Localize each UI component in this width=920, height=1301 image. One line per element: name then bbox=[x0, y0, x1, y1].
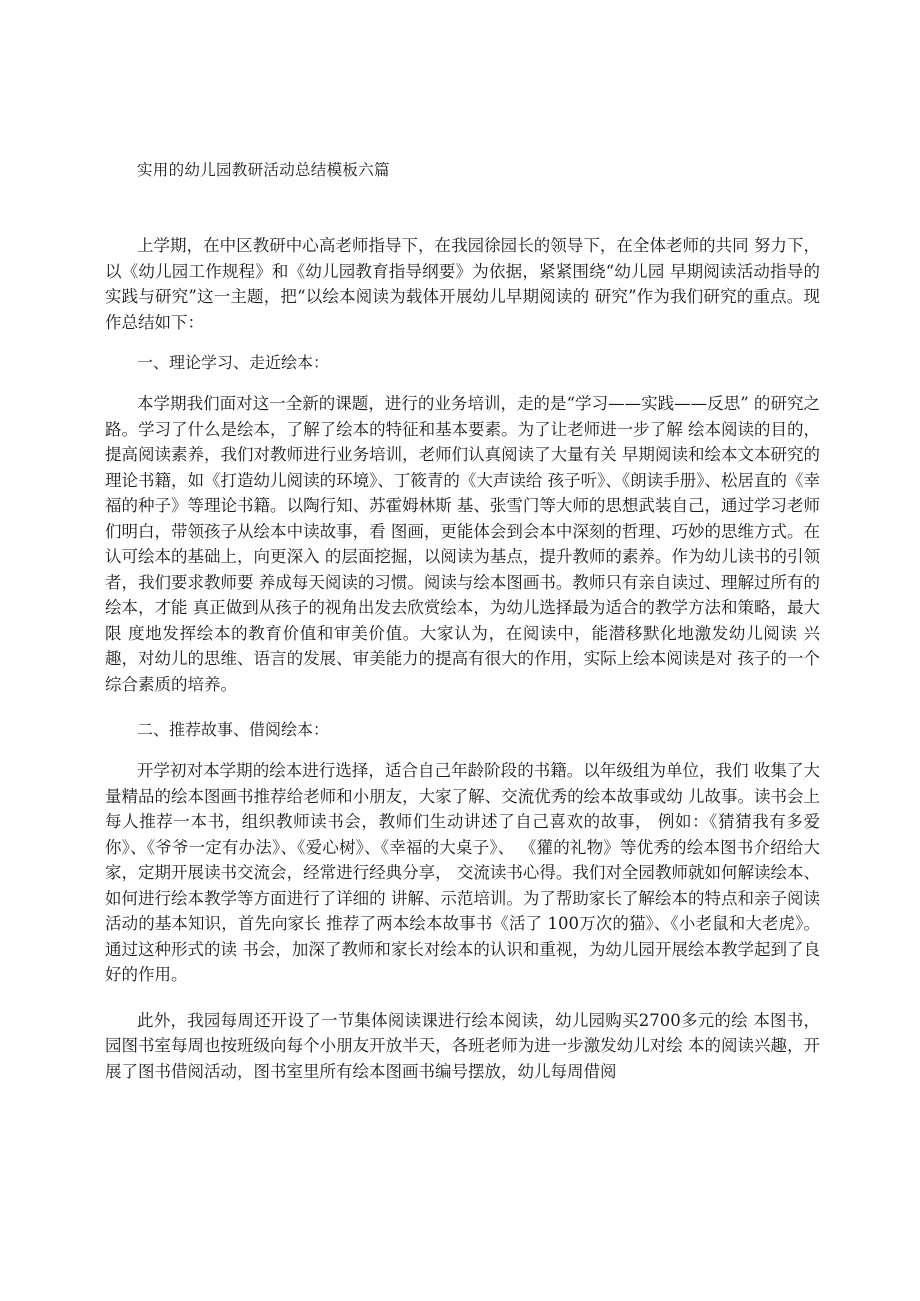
section-1-paragraph-1: 本学期我们面对这一全新的课题，进行的业务培训，走的是“学习——实践——反思” 的研究之路。学习了什么是绘本，了解了绘本的特征和基本要素。为了让老师进一步了解 绘本阅读的目的，提高阅读素养，我们对教师进行业务培训，老师们认真阅读了大量有关 早期阅读和绘本文本研究的理论书籍，如《打造幼儿阅读的环境》、丁筱青的《大声读给 孩子听》、《朗读手册》、松居直的《幸福的种子》等理论书籍。以陶行知、苏霍姆林斯 基、张雪门等大师的思想武装自己，通过学习老师们明白，带领孩子从绘本中读故事，看 图画，更能体会到会本中深刻的哲理、巧妙的思维方式。在认可绘本的基础上，向更深入 的层面挖掘，以阅读为基点，提升教师的素养。作为幼儿读书的引领者，我们要求教师要 养成每天阅读的习惯。阅读与绘本图画书。教师只有亲自读过、理解过所有的绘本，才能 真正做到从孩子的视角出发去欣赏绘本，为幼儿选择最为适合的教学方法和策略，最大限 度地发挥绘本的教育价值和审美价值。大家认为，在阅读中，能潜移默化地激发幼儿阅读 兴趣，对幼儿的思维、语言的发展、审美能力的提高有很大的作用，实际上绘本阅读是对 孩子的一个综合素质的培养。 bbox=[105, 394, 820, 694]
document-title: 实用的幼儿园教研活动总结模板六篇 bbox=[137, 161, 390, 179]
section-2-paragraph-1: 开学初对本学期的绘本进行选择，适合自己年龄阶段的书籍。以年级组为单位，我们 收集了大量精品的绘本图画书推荐给老师和小朋友，大家了解、交流优秀的绘本故事或幼 儿故事。读书会上每人推荐一本书，组织教师读书会，教师们生动讲述了自己喜欢的故事， 例如：《猜猜我有多爱你》、《爷爷一定有办法》、《爱心树》、《幸福的大桌子》、 《獾的礼物》等优秀的绘本图书介绍给大家，定期开展读书交流会，经常进行经典分享， 交流读书心得。我们对全园教师就如何解读绘本、如何进行绘本教学等方面进行了详细的 讲解、示范培训。为了帮助家长了解绘本的特点和亲子阅读活动的基本知识，首先向家长 推荐了两本绘本故事书《活了 100万次的猫》、《小老鼠和大老虎》。通过这种形式的读 书会，加深了教师和家长对绘本的认识和重视，为幼儿园开展绘本教学起到了良好的作用。 bbox=[105, 761, 820, 984]
section-2-paragraph-2: 此外，我园每周还开设了一节集体阅读课进行绘本阅读，幼儿园购买2700多元的绘 本图书，园图书室每周也按班级向每个小朋友开放半天，各班老师为进一步激发幼儿对绘 本的阅读兴趣，开展了图书借阅活动，图书室里所有绘本图画书编号摆放，幼儿每周借阅 bbox=[105, 1010, 820, 1081]
section-heading-1: 一、理论学习、走近绘本： bbox=[137, 353, 330, 372]
document-body bbox=[105, 233, 820, 1084]
section-heading-2: 二、推荐故事、借阅绘本： bbox=[137, 720, 330, 739]
intro-paragraph: 上学期，在中区教研中心高老师指导下，在我园徐园长的领导下，在全体老师的共同 努力下，以《幼儿园工作规程》和《幼儿园教育指导纲要》为依据，紧紧围绕“幼儿园 早期阅读活动指导的实践与研究”这一主题，把“以绘本阅读为载体开展幼儿早期阅读的 研究”作为我们研究的重点。现作总结如下： bbox=[105, 236, 820, 332]
